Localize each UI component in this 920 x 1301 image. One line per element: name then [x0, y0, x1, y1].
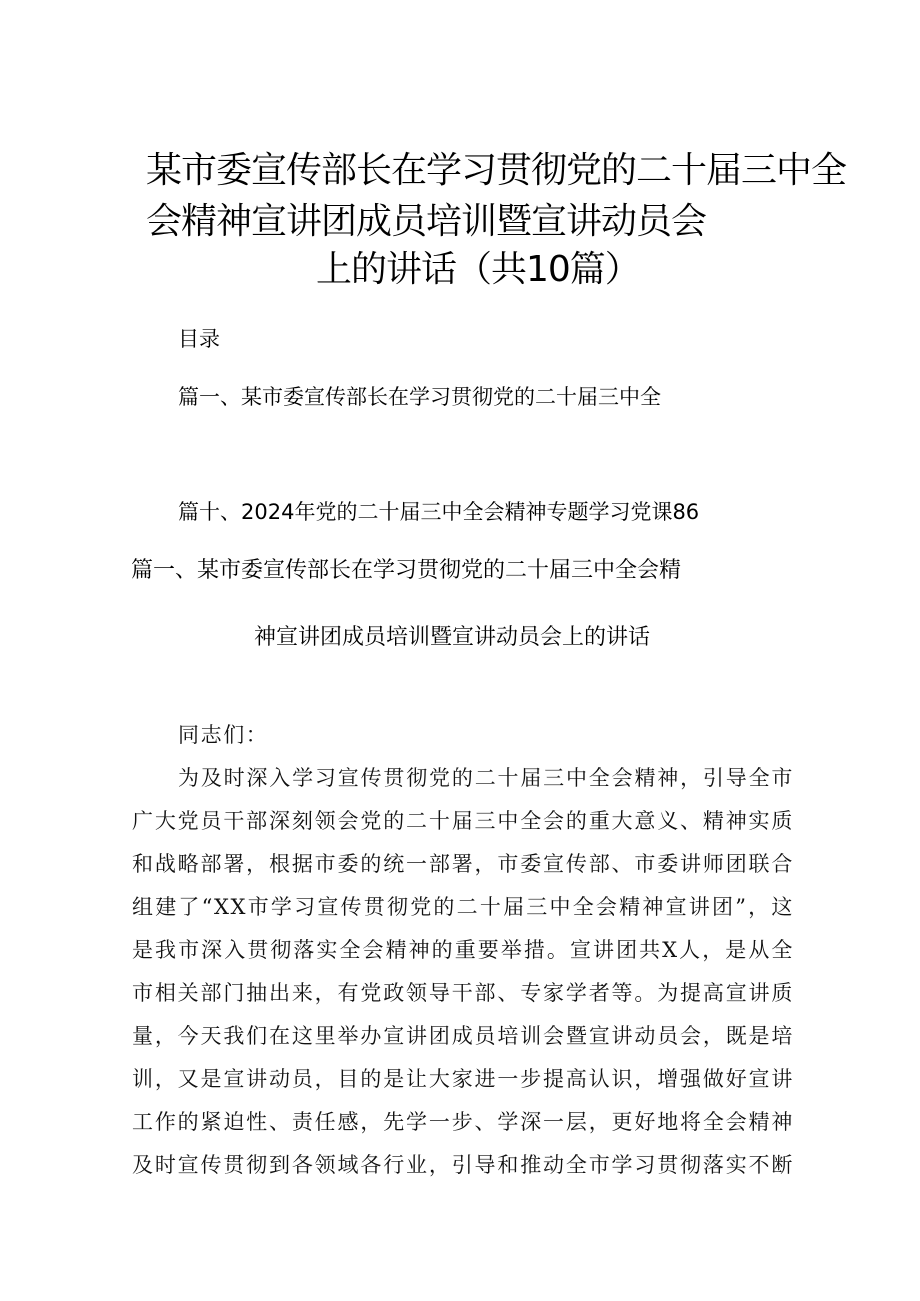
document-title-line-1: 某市委宣传部长在学习贯彻党的二十届三中全	[146, 150, 847, 191]
section-heading-line-1: 篇一、某市委宣传部长在学习贯彻党的二十届三中全会精	[131, 558, 682, 583]
paragraph-line-5: 是我市深入贯彻落实全会精神的重要举措。宣讲团共X人，是从全	[132, 938, 794, 962]
section-heading-line-2: 神宣讲团成员培训暨宣讲动员会上的讲话	[254, 625, 651, 650]
document-title-line-2: 会精神宣讲团成员培训暨宣讲动员会	[146, 201, 707, 242]
paragraph-line-2: 广大党员干部深刻领会党的二十届三中全会的重大意义、精神实质	[132, 809, 794, 833]
paragraph-line-4: 组建了“XX市学习宣传贯彻党的二十届三中全会精神宣讲团”，这	[132, 895, 794, 919]
toc-entry-10[interactable]: 篇十、2024年党的二十届三中全会精神专题学习党课86	[178, 500, 700, 524]
paragraph-line-7: 量，今天我们在这里举办宣讲团成员培训会暨宣讲动员会，既是培	[132, 1024, 794, 1048]
paragraph-line-8: 训，又是宣讲动员，目的是让大家进一步提高认识，增强做好宣讲	[132, 1067, 794, 1091]
toc-entry-1[interactable]: 篇一、某市委宣传部长在学习贯彻党的二十届三中全	[178, 385, 661, 409]
paragraph-line-10: 及时宣传贯彻到各领域各行业，引导和推动全市学习贯彻落实不断	[132, 1153, 794, 1177]
paragraph-line-9: 工作的紧迫性、责任感，先学一步、学深一层，更好地将全会精神	[132, 1110, 794, 1134]
paragraph-line-1: 为及时深入学习宣传贯彻党的二十届三中全会精神，引导全市	[178, 766, 794, 790]
toc-label: 目录	[178, 327, 220, 351]
document-title-line-3: 上的讲话（共10篇）	[316, 249, 640, 290]
paragraph-line-6: 市相关部门抽出来，有党政领导干部、专家学者等。为提高宣讲质	[132, 981, 794, 1005]
paragraph-line-3: 和战略部署，根据市委的统一部署，市委宣传部、市委讲师团联合	[132, 852, 794, 876]
salutation: 同志们：	[178, 723, 269, 747]
